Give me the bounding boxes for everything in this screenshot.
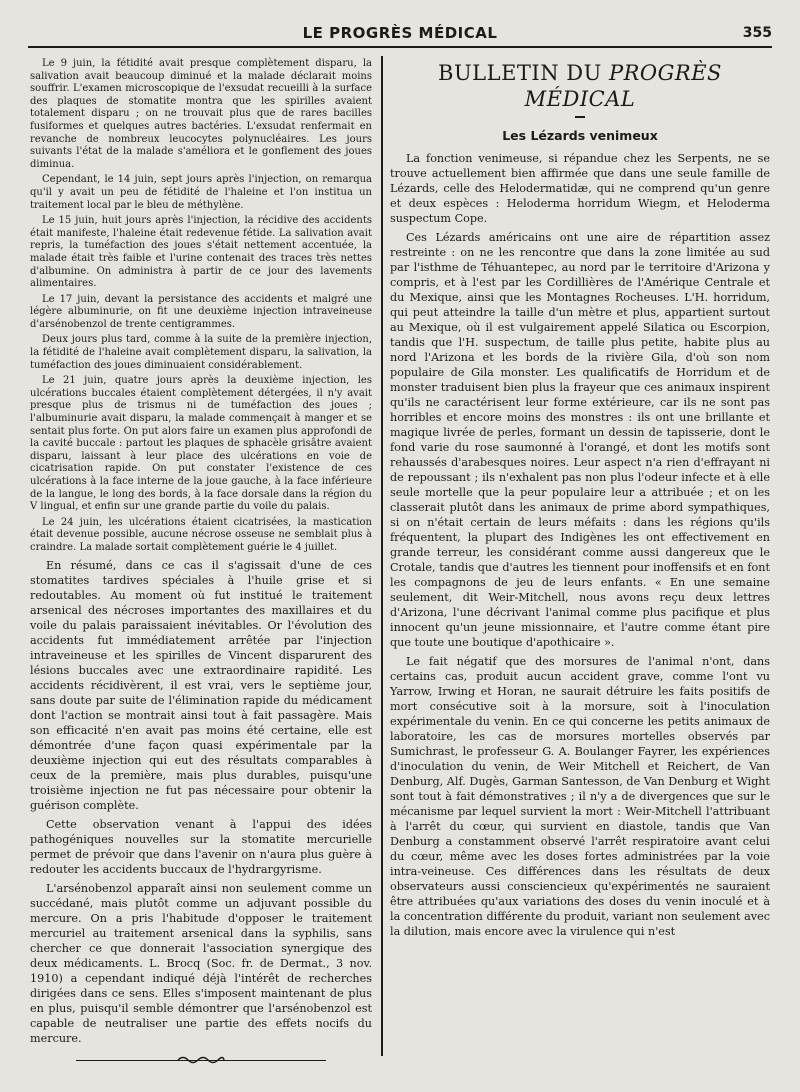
- discussion: [30, 558, 372, 1046]
- running-header: [28, 22, 772, 44]
- bulletin-title: BULLETIN DU: [438, 61, 602, 85]
- observation-paragraph: Cependant, le 14 juin, sept jours après l'injection, on remarqua qu'il y avait un peu de fétidité de l'haleine et l'on institua un traitement local par le bleu de méthylène.: [30, 174, 372, 211]
- body-paragraph: La fonction venimeuse, si répandue chez les Serpents, ne se trouve actuellement bien affirmée que dans une seule famille de Lézards, celle des Helodermatidæ, qui ne comprend qu'un genre et deux espèces : Heloderma horridum Wiegm, et Heloderma suspectum Cope.: [390, 152, 770, 225]
- header-rule: [28, 46, 772, 48]
- observation-paragraph: Le 15 juin, huit jours après l'injection, la récidive des accidents était manifeste, l'haleine était redevenue fétide. La salivation avait repris, la tuméfaction des joues s'était nettement accentuée, la malade était très faible et l'urine contenait des traces très nettes d'albumine. On administra à partir de ce jour des lavements alimentaires.: [30, 215, 372, 290]
- heading-dash: [575, 116, 585, 118]
- page-number: 355: [742, 25, 772, 41]
- journal-title: LE PROGRÈS MÉDICAL: [302, 24, 498, 42]
- section-title: Les Lézards venimeux: [502, 128, 658, 143]
- observation-paragraph: Le 21 juin, quatre jours après la deuxième injection, les ulcérations buccales étaient complètement détergées, il n'y avait presque plus de trismus ni de tuméfaction des joues ; l'albuminurie avait disparu, la malade commençait à manger et se sentait plus forte. On put alors faire un examen plus approfondi de la cavité buccale : partout les plaques de sphacèle grisâtre avaient disparu, laissant à leur place des ulcérations en voie de cicatrisation rapide. On put constater l'existence de ces ulcérations à la face interne de la joue gauche, à la face inférieure de la langue, le long des bords, à la face dorsale dans la région du V lingual, et enfin sur une grande partie du voile du palais.: [30, 375, 372, 513]
- case-observation: [30, 58, 372, 555]
- end-ornament: [76, 1060, 326, 1061]
- article-body: [390, 151, 770, 939]
- left-column: [30, 58, 372, 1061]
- flourish-icon: [176, 1054, 226, 1066]
- column-divider: [381, 56, 383, 1056]
- observation-paragraph: Le 24 juin, les ulcérations étaient cicatrisées, la mastication était devenue possible, aucune nécrose osseuse ne semblait plus à craindre. La malade sortait complètement guérie le 4 juillet.: [30, 516, 372, 553]
- bulletin-title-italic: PROGRÈS MÉDICAL: [524, 61, 722, 111]
- body-paragraph: Cette observation venant à l'appui des idées pathogéniques nouvelles sur la stomatite mercurielle permet de prévoir que dans l'avenir on n'aura plus guère à redouter les accidents buccaux de l'hydrargyrisme.: [30, 817, 372, 876]
- body-paragraph: Le fait négatif que des morsures de l'animal n'ont, dans certains cas, produit aucun accident grave, comme l'ont vu Yarrow, Irwing et Horan, ne saurait détruire les faits positifs de mort consécutive soit à la morsure, soit à l'inoculation expérimentale du venin. En ce qui concerne les petits animaux de laboratoire, les cas de morsures mortelles observés par Sumichrast, le professeur G. A. Boulanger Fayrer, les expériences d'inoculation du venin, de Weir Mitchell et Reichert, de Van Denburg, Alf. Dugès, Garman Santesson, de Van Denburg et Wight sont tout à fait démonstratives ; il n'y a de divergences que sur le mécanisme par lequel survient la mort : Weir-Mitchell l'attribuant à l'arrêt du cœur, qui survient en diastole, tandis que Van Denburg a constamment observé l'arrêt respiratoire avant celui du cœur, même avec les doses fortes administrées par la voie intra-veineuse. Ces différences dans les résultats de deux observateurs aussi consciencieux qu'expérimentés ne sauraient être attribuées qu'aux variations des doses du venin inoculé et à la concentration différente du produit, variant non seulement avec la dilution, mais encore avec la virulence qui n'est: [390, 655, 770, 938]
- body-paragraph: Ces Lézards américains ont une aire de répartition assez restreinte : on ne les rencontre que dans la zone limitée au sud par l'isthme de Téhuantepec, au nord par le territoire d'Arizona y compris, et à l'est par les Cordillières de l'Amérique Centrale et du Mexique, ainsi que les Montagnes Rocheuses. L'H. horridum, qui peut atteindre la taille d'un mètre et plus, appartient surtout au Mexique, où il est vulgairement appelé Silatica ou Escorpion, tandis que l'H. suspectum, de taille plus petite, habite plus au nord l'Arizona et les bords de la rivière Gila, d'où son nom populaire de Gila monster. Les qualificatifs de Horridum et de monster traduisent bien plus la frayeur que ces animaux inspirent qu'ils ne caractérisent leur forme extérieure, car ils ne sont pas horribles et encore moins des monstres : ils ont une brillante et magique livrée de perles, formant un dessin de tapisserie, dont le fond varie du rose saumonné à l'orangé, et dont les motifs sont rehaussés d'arabesques noires. Leur aspect n'a rien d'effrayant ni de repoussant ; ils n'exhalent pas non plus l'odeur infecte et à elle seule mortelle que la peur populaire leur a attribuée ; et on les classerait plutôt dans les animaux de prime abord sympathiques, si on n'était certain de leurs méfaits : dans les régions qu'ils fréquentent, la plupart des Indigènes les ont effectivement en grande terreur, les considérant comme aussi dangereux que le Crotale, tandis que d'autres les tiennent pour inoffensifs et en font les compagnons de jeu de leurs enfants. « En une semaine seulement, dit Weir-Mitchell, nous avons reçu deux lettres d'Arizona, l'une décrivant l'animal comme plus pacifique et plus innocent qu'un jeune missionnaire, et l'autre comme étant pire que toute une boutique d'apothicaire ».: [390, 231, 770, 649]
- right-column: [390, 58, 770, 943]
- observation-paragraph: Deux jours plus tard, comme à la suite de la première injection, la fétidité de l'haleine avait complètement disparu, la salivation, la tuméfaction des joues diminuaient considérablement.: [30, 334, 372, 371]
- observation-paragraph: Le 17 juin, devant la persistance des accidents et malgré une légère albuminurie, on fit une deuxième injection intraveineuse d'arsénobenzol de trente centigrammes.: [30, 293, 372, 330]
- body-paragraph: L'arsénobenzol apparaît ainsi non seulement comme un succédané, mais plutôt comme un adjuvant possible du mercure. On a pris l'habitude d'opposer le traitement mercuriel au traitement arsenical dans la syphilis, sans chercher ce que donnerait l'association synergique des deux médicaments. L. Brocq (Soc. fr. de Dermat., 3 nov. 1910) a cependant indiqué déjà l'intérêt de recherches dirigées dans ce sens. Elles s'imposent maintenant de plus en plus, puisqu'il semble démontrer que l'arsénobenzol est capable de neutraliser une partie des effets nocifs du mercure.: [30, 881, 372, 1045]
- body-paragraph: En résumé, dans ce cas il s'agissait d'une de ces stomatites tardives spéciales à l'huile grise et si redoutables. Au moment où fut institué le traitement arsenical des nécroses importantes des maxillaires et du voile du palais paraissaient inévitables. Or l'évolution des accidents fut immédiatement arrêtée par l'injection intraveineuse et les spirilles de Vincent disparurent des lésions buccales avec une extraordinaire rapidité. Les accidents récidivèrent, il est vrai, vers le septième jour, sans doute par suite de l'élimination rapide du médicament dont l'action se montrait ainsi tout à fait passagère. Mais son efficacité n'en avait pas moins été certaine, elle est démontrée d'une façon quasi expérimentale par la deuxième injection qui eut des résultats comparables à ceux de la première, mais plus durables, puisqu'une troisième injection ne fut pas nécessaire pour obtenir la guérison complète.: [30, 558, 372, 812]
- bulletin-heading: [390, 60, 770, 112]
- observation-paragraph: Le 9 juin, la fétidité avait presque complètement disparu, la salivation avait beaucoup diminué et la malade déclarait moins souffrir. L'examen microscopique de l'exsudat recueilli à la surface des plaques de stomatite montra que les spirilles avaient totalement disparu ; on ne trouvait plus que de rares bacilles fusiformes et quelques autres bactéries. L'exsudat renfermait en revanche de nombreux leucocytes polynucléaires. Les jours suivants l'état de la malade s'améliora et le gonflement des joues diminua.: [30, 58, 372, 170]
